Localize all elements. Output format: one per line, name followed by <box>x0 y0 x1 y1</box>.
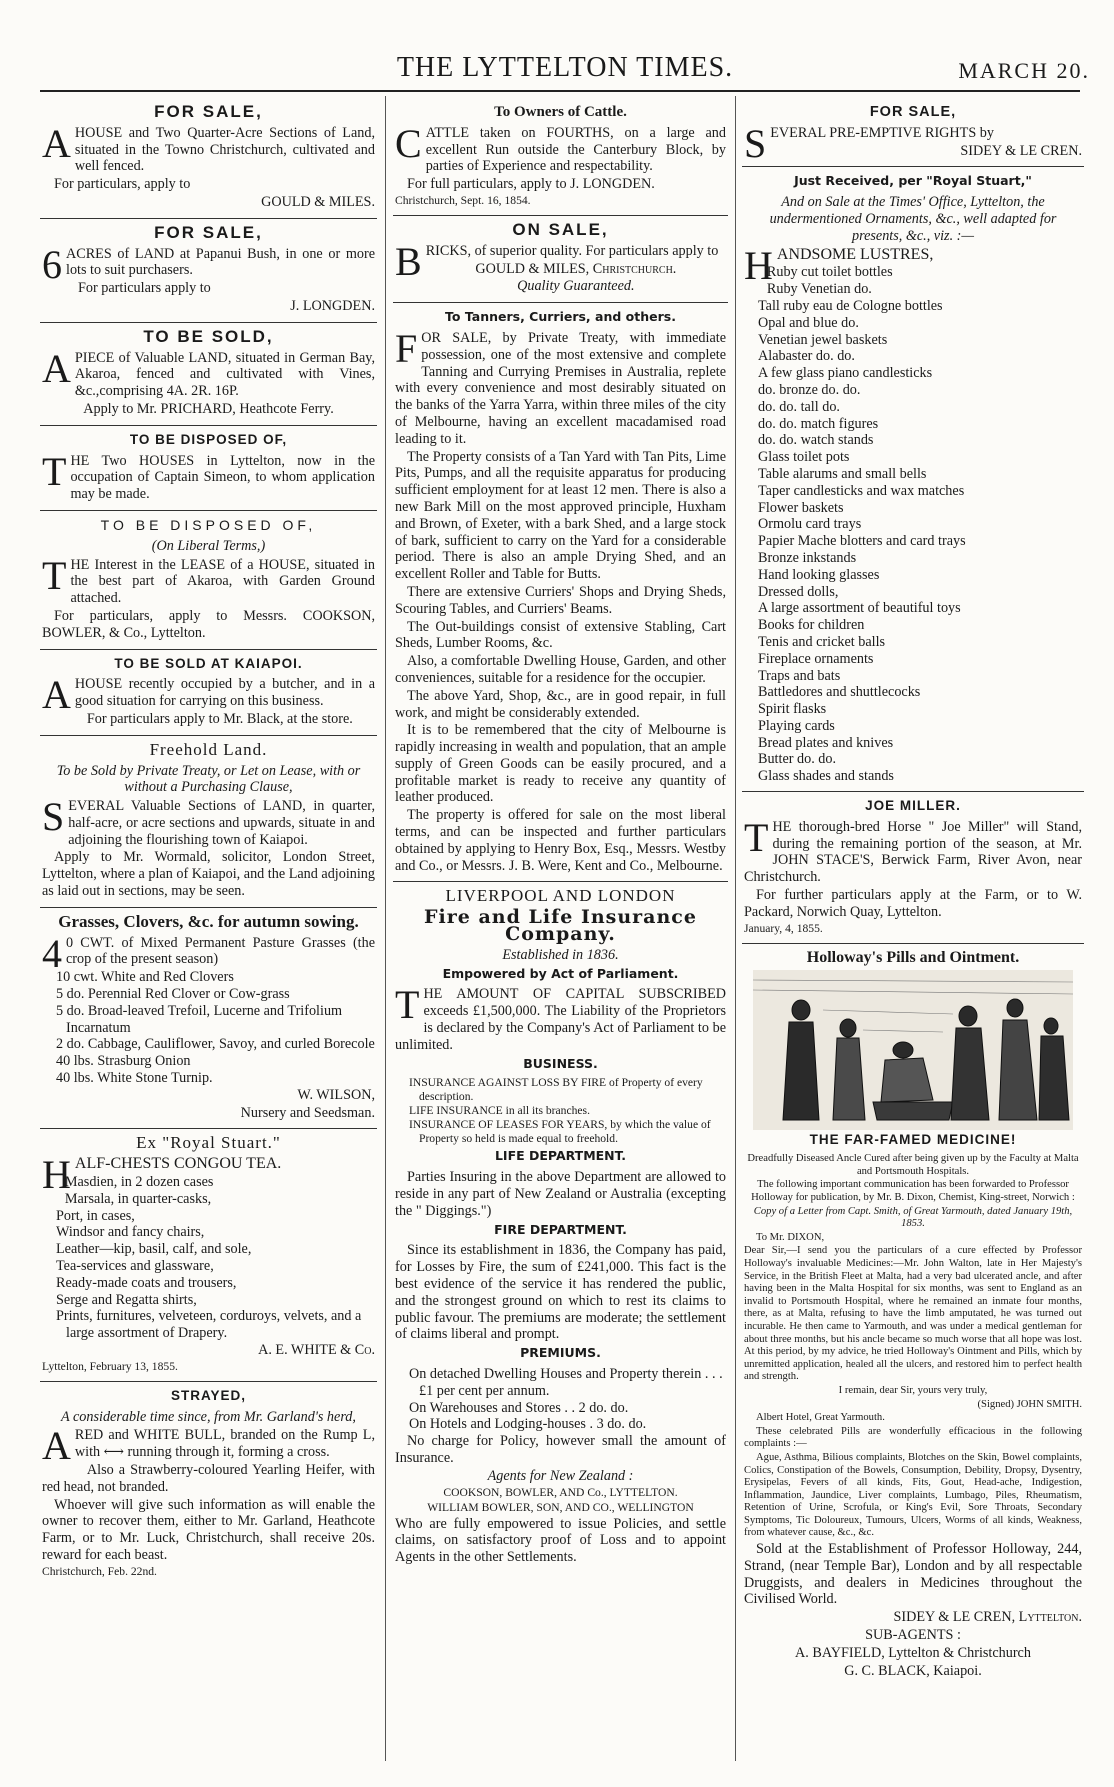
ad-heading: ON SALE, <box>512 219 609 239</box>
ad-paragraph: FOR SALE, by Private Treaty, with immediate possession, one of the most extensive and complete Tanning and Currying Premises in Australia, replete with every convenience and most desirably situated on the banks of the Yarra Yarra, within three miles of the city of Melbourne, having an excellent macadamised road leading to it. <box>395 325 726 447</box>
empowered-line: Empowered by Act of Parliament. <box>442 965 679 981</box>
ad-body: THE Two HOUSES in Lyttelton, now in the occupation of Captain Simeon, to whom application may be made. <box>42 448 375 503</box>
list-item: Opal and blue do. <box>758 314 859 331</box>
list-item: A few glass piano candlesticks <box>758 365 933 382</box>
ad-paragraph: The above Yard, Shop, &c., are in good repair, in full work, and might be considerably extended. <box>395 687 726 721</box>
ad-disposed-houses <box>40 426 377 511</box>
column-3 <box>742 98 1084 1686</box>
medicine-title: THE FAR-FAMED MEDICINE! <box>809 1132 1017 1148</box>
ad-joe-miller <box>742 792 1084 944</box>
letter-address: Albert Hotel, Great Yarmouth. <box>756 1412 885 1424</box>
ad-signature: GOULD & MILES, Christchurch. <box>475 260 677 277</box>
newspaper-title: THE LYTTELTON TIMES. <box>396 52 734 83</box>
list-item: Alabaster do. do. <box>758 348 855 365</box>
ad-heading: FOR SALE, <box>154 222 263 242</box>
ad-grasses <box>40 908 377 1130</box>
ad-intro: The following important communication has been forwarded to Professor Holloway for publication, by Mr. B. Dixon, Chemist, King-street, Norwich : <box>751 1179 1075 1204</box>
premiums-list <box>395 1366 726 1433</box>
ad-date: Lyttelton, February 13, 1855. <box>42 1359 178 1373</box>
ad-line: Apply to Mr. PRICHARD, Heathcote Ferry. <box>83 400 334 417</box>
column-divider <box>385 96 386 1761</box>
subagents-heading: SUB-AGENTS : <box>865 1627 961 1644</box>
list-item: Tea-services and glassware, <box>56 1258 214 1275</box>
list-item: 5 do. Perennial Red Clover or Cow-grass <box>56 986 290 1003</box>
column-2 <box>393 98 728 1573</box>
ad-disposed-lease <box>40 511 377 650</box>
ad-heading: FOR SALE, <box>869 104 957 120</box>
goods-list <box>42 1174 375 1342</box>
list-item: 2 do. Cabbage, Cauliflower, Savoy, and curled Borecole <box>56 1036 375 1053</box>
list-item: Ormolu card trays <box>758 516 862 533</box>
closing-paragraph: Who are fully empowered to issue Policies, and settle claims, on satisfactory proof of Loss and to appoint Agents in the other Settlements. <box>395 1515 726 1566</box>
list-item: Ruby Venetian do. <box>766 281 872 298</box>
ad-body: APIECE of Valuable LAND, situated in German Bay, Akaroa, fenced and cultivated with Vines, &c.,comprising 4A. 2R. 16P. <box>42 345 375 400</box>
list-item: Tall ruby eau de Cologne bottles <box>758 297 943 314</box>
ad-body: SEVERAL Valuable Sections of LAND, in quarter, half-acre, or acre sections and upwards, situate in and adjoining the flourishing town of Kaiapoi. <box>42 794 375 848</box>
list-item: Ready-made coats and trousers, <box>56 1274 237 1291</box>
complaints-list: Ague, Asthma, Bilious complaints, Blotches on the Skin, Bowel complaints, Colics, Constipation of the Bowels, Consumption, Debility, Dropsy, Dysentry, Erysipelas, Fevers of all kinds, Fits, Gout, Head-ache, Indigestion, Inflammation, Jaundice, Liver complaints, Lumbago, Piles, Rheumatism, Retention of Urine, Scrofula, or King's Evil, Sore Throats, Secondary Symptoms, Tic Doloureux, Tumours, Ulcers, Worms of all kinds, Weakness, from whatever cause, &c., &c. <box>744 1451 1082 1539</box>
ad-subheading: To be Sold by Private Treaty, or Let on Lease, with or without a Purchasing Clause, <box>56 762 361 796</box>
ad-subheading: And on Sale at the Times' Office, Lyttelton, the undermentioned Ornaments, &c., well adapted for presents, &c., viz. :— <box>769 194 1057 244</box>
ad-line: Also a Strawberry-coloured Yearling Heifer, with red head, not branded. <box>42 1461 375 1495</box>
list-item: do. do. watch stands <box>758 432 874 449</box>
list-item: On detached Dwelling Houses and Property therein . . . £1 per cent per annum. <box>409 1366 723 1399</box>
ad-heading: To Tanners, Curriers, and others. <box>445 309 676 325</box>
list-item: On Hotels and Lodging-houses . 3 do. do. <box>409 1416 647 1433</box>
list-item: Flower baskets <box>758 499 844 516</box>
ad-strayed <box>40 1382 377 1586</box>
list-item: Port, in cases, <box>56 1207 135 1224</box>
ad-line: For full particulars, apply to J. LONGDEN. <box>407 176 655 193</box>
list-item: do. do. tall do. <box>758 398 840 415</box>
ad-body: THE Interest in the LEASE of a HOUSE, situated in the best part of Akaroa, with Garden Ground attached. <box>42 552 375 607</box>
section-heading: PREMIUMS. <box>520 1345 601 1361</box>
ornaments-list <box>744 264 1082 785</box>
ad-subheading: A considerable time since, from Mr. Garland's herd, <box>61 1408 356 1425</box>
ad-paragraph: The Out-buildings consist of extensive Stabling, Cart Sheds, Lumber Rooms, &c. <box>395 618 726 652</box>
list-item: Leather—kip, basil, calf, and sole, <box>56 1241 252 1258</box>
ad-date: January, 4, 1855. <box>744 921 823 935</box>
list-item: Hand looking glasses <box>758 566 880 583</box>
letter-signature: (Signed) JOHN SMITH. <box>977 1398 1082 1410</box>
masthead-rule <box>40 90 1080 92</box>
list-item: Ruby cut toilet bottles <box>766 264 893 281</box>
list-item: Spirit flasks <box>758 701 827 718</box>
ad-signature: SIDEY & LE CREN, Lyttelton. <box>893 1609 1082 1626</box>
ad-line: For particulars, apply to <box>54 176 191 193</box>
ad-paragraph: The Property consists of a Tan Yard with Tan Pits, Lime Pits, Pumps, and all the requisite apparatus for producing sufficient employment for at least 12 men. There is also a new Bark Mill on the most approved principle, Huxham and Brown, of Exeter, with a bark Shed, and a large stock of bark, sufficient to carry on the Yard for a considerable period. There is also an ample Drying Shed, and an excellent Roller and Table for Butts. <box>395 448 726 583</box>
ad-body: HANDSOME LUSTRES, <box>744 242 934 288</box>
list-item: Prints, furnitures, velveteen, corduroys, velvets, and a large assortment of Drapery. <box>56 1308 362 1342</box>
list-item: Dressed dolls, <box>758 583 839 600</box>
masthead <box>40 52 1090 86</box>
issue-date: MARCH 20. <box>958 58 1090 83</box>
list-item: Playing cards <box>758 717 835 734</box>
ad-paragraph: Parties Insuring in the above Department are allowed to reside in any part of New Zealand or Australia (excepting the " Diggings.") <box>395 1169 726 1219</box>
list-item: Masdien, in 2 dozen cases <box>64 1174 214 1191</box>
ad-heading: TO BE SOLD, <box>143 326 274 346</box>
ad-paragraph: There are extensive Curriers' Shops and Drying Sheds, Scouring Tables, and Curriers' Beams. <box>395 583 726 617</box>
ad-date: Christchurch, Sept. 16, 1854. <box>395 193 531 207</box>
letter-closing: I remain, dear Sir, yours very truly, <box>838 1384 988 1396</box>
list-item: 5 do. Broad-leaved Trefoil, Lucerne and Trifolium Incarnatum <box>56 1002 343 1036</box>
ad-signature: J. LONGDEN. <box>290 297 375 314</box>
list-item: Table alarums and small bells <box>758 465 927 482</box>
list-item: Venetian jewel baskets <box>758 331 888 348</box>
ad-line: For particulars apply to <box>78 280 211 297</box>
ad-insurance <box>393 882 728 1573</box>
ad-kaiapoi-house <box>40 650 377 736</box>
section-heading: BUSINESS. <box>523 1055 598 1071</box>
list-item: Taper candlesticks and wax matches <box>758 482 965 499</box>
list-item: Serge and Regatta shirts, <box>56 1291 197 1308</box>
grasses-list <box>42 969 375 1087</box>
ad-body: 40 CWT. of Mixed Permanent Pasture Grasses (the crop of the present season) <box>42 930 375 976</box>
ad-paragraph: Also, a comfortable Dwelling House, Garden, and other conveniences, suitable for a residence for the occupier. <box>395 653 726 686</box>
ad-for-sale-house <box>40 98 377 219</box>
ad-body: SEVERAL PRE-EMPTIVE RIGHTS by <box>744 120 994 166</box>
list-item: 40 lbs. White Stone Turnip. <box>56 1070 213 1087</box>
ad-paragraph: It is to be remembered that the city of Melbourne is rapidly increasing in wealth and population, that an ample supply of Green Goods can be easily procured, and a profitable market is ready to receive any quantity of leather produced. <box>395 722 726 806</box>
ad-heading: Holloway's Pills and Ointment. <box>806 948 1020 966</box>
ad-heading: FOR SALE, <box>154 102 263 121</box>
letter-caption: Copy of a Letter from Capt. Smith, of Great Yarmouth, dated January 19th, 1853. <box>753 1205 1073 1230</box>
ad-heading: Freehold Land. <box>149 739 268 759</box>
list-item: Windsor and fancy chairs, <box>56 1224 205 1241</box>
ad-bricks <box>393 216 728 303</box>
ad-for-sale-acres <box>40 219 377 323</box>
ad-heading: TO BE DISPOSED OF, <box>100 516 317 533</box>
ad-line: These celebrated Pills are wonderfully efficacious in the following complaints :— <box>744 1425 1082 1450</box>
ad-body: HALF-CHESTS CONGOU TEA. <box>42 1152 282 1198</box>
business-list <box>395 1076 726 1146</box>
ad-heading: Ex "Royal Stuart." <box>136 1133 281 1153</box>
ad-lustres <box>742 167 1084 792</box>
agent-line: WILLIAM BOWLER, SON, AND CO., WELLINGTON <box>427 1500 694 1514</box>
agent-line: COOKSON, BOWLER, AND Co., LYTTELTON. <box>443 1485 678 1499</box>
ad-line: Whoever will give such information as will enable the owner to recover them, either to Mr. Garland, Heathcote Farm, or to Mr. Luck, Christchurch, shall receive 20s. reward for each beast. <box>42 1496 375 1563</box>
ad-body: AHOUSE recently occupied by a butcher, and in a good situation for carrying on this business. <box>42 672 375 718</box>
ad-heading: LIVERPOOL AND LONDON <box>445 886 676 906</box>
ad-heading: TO BE DISPOSED OF, <box>129 431 288 447</box>
ad-body: BRICKS, of superior quality. For particulars apply to <box>395 238 719 284</box>
list-item: INSURANCE AGAINST LOSS BY FIRE of Property of every description. <box>409 1076 703 1104</box>
ad-date: Christchurch, Feb. 22nd. <box>42 1564 157 1578</box>
ad-subheading: (On Liberal Terms,) <box>151 537 266 554</box>
list-item: do. do. match figures <box>758 415 879 432</box>
list-item: Bread plates and knives <box>758 734 894 751</box>
ad-holloway <box>742 944 1084 1687</box>
ad-paragraph: Since its establishment in 1836, the Company has paid, for Losses by Fire, the sum of £241,000. This fact is the best evidence of the service it has rendered the public, and the strongest ground on which to rest its claims to public favour. The premiums are moderate; the settlement of claims liberal and prompt. <box>395 1242 726 1343</box>
section-heading: FIRE DEPARTMENT. <box>494 1221 627 1237</box>
list-item: Battledores and shuttlecocks <box>758 684 921 701</box>
list-item: A large assortment of beautiful toys <box>758 600 961 617</box>
ad-line: For further particulars apply at the Farm, or to W. Packard, Norwich Quay, Lyttelton. <box>744 887 1082 920</box>
ad-body: AHOUSE and Two Quarter-Acre Sections of Land, situated in the Towno Christchurch, cultivated and well fenced. <box>42 120 375 175</box>
agents-heading: Agents for New Zealand : <box>487 1467 634 1484</box>
ad-signature: GOULD & MILES. <box>261 193 375 210</box>
ad-heading: Grasses, Clovers, &c. for autumn sowing. <box>58 911 359 931</box>
ad-intro: Dreadfully Diseased Ancle Cured after being given up by the Faculty at Malta and Portsmouth Hospitals. <box>747 1153 1079 1177</box>
list-item: Traps and bats <box>758 667 841 684</box>
ad-signature-title: Nursery and Seedsman. <box>240 1104 375 1121</box>
capital-paragraph: THE AMOUNT OF CAPITAL SUBSCRIBED exceeds £1,500,000. The Liability of the Proprietors is declared by the Company's Act of Parliament to be unlimited. <box>395 982 726 1053</box>
list-item: Papier Mache blotters and card trays <box>758 533 966 550</box>
ad-signature: SIDEY & LE CREN. <box>960 142 1082 159</box>
list-item: do. bronze do. do. <box>758 381 861 398</box>
list-item: Books for children <box>758 617 865 634</box>
ad-body: THE thorough-bred Horse " Joe Miller" will Stand, during the remaining portion of the season, at Mr. JOHN STACE'S, Berwick Farm, River Avon, near Christchurch. <box>744 814 1082 886</box>
list-item: LIFE INSURANCE in all its branches. <box>409 1104 590 1118</box>
ad-owners-of-cattle <box>393 98 728 216</box>
ad-freehold-land <box>40 736 377 908</box>
list-item: 40 lbs. Strasburg Onion <box>56 1053 191 1070</box>
ad-tanners <box>393 303 728 882</box>
list-item: Fireplace ornaments <box>758 650 874 667</box>
list-item: Glass shades and stands <box>758 768 894 785</box>
agent-line: G. C. BLACK, Kaiapoi. <box>844 1662 982 1679</box>
ad-line: No charge for Policy, however small the amount of Insurance. <box>395 1433 726 1466</box>
ad-heading: JOE MILLER. <box>865 798 961 814</box>
list-item: Bronze inkstands <box>758 549 857 566</box>
ad-heading: Just Received, per "Royal Stuart," <box>794 173 1032 189</box>
ad-signature: W. WILSON, <box>297 1086 375 1103</box>
list-item: 10 cwt. White and Red Clovers <box>56 969 234 986</box>
letter-recipient: To Mr. DIXON, <box>756 1231 825 1243</box>
letter-body: Dear Sir,—I send you the particulars of a cure effected by Professor Holloway's invaluable Medicines:—Mr. John Walton, late in Her Majesty's Service, in the British Fleet at Malta, had a very bad ulcerated ancle, and after having been in the Malta Hospital for six months, was sent to England as an invalid to Portsmouth Hospital, where he remained an inmate four months, there, as at Malta, refusing to have the limb amputated, he was turned out incurable. He then came to Yarmouth, and was under a medical gentleman for about three months, but his ancle became so much worse that all hope was lost. At this period, by my advice, he tried Holloway's Ointment and Pills, which by unremitted application, healed all the ulcers, and restored him to perfect health and strength. <box>744 1245 1082 1383</box>
ad-signature: A. E. WHITE & Co. <box>258 1342 375 1358</box>
ad-pre-emptive-rights <box>742 98 1084 167</box>
ad-line: Apply to Mr. Wormald, solicitor, London Street, Lyttelton, where a plan of Kaiapoi, and the Land adjoining as laid out in sections, may be seen. <box>42 849 375 900</box>
list-item: Tenis and cricket balls <box>758 633 886 650</box>
column-divider <box>735 96 736 1761</box>
section-heading: LIFE DEPARTMENT. <box>494 1148 627 1164</box>
company-name: Fire and Life Insurance Company. <box>424 906 697 946</box>
ad-line: For particulars apply to Mr. Black, at the store. <box>86 710 353 727</box>
ad-line: For particulars, apply to Messrs. COOKSON, BOWLER, & Co., Lyttelton. <box>42 607 375 641</box>
ad-royal-stuart <box>40 1129 377 1381</box>
ad-heading: To Owners of Cattle. <box>494 104 627 120</box>
list-item: Glass toilet pots <box>758 449 850 466</box>
ad-to-be-sold <box>40 323 377 426</box>
established-line: Established in 1836. <box>502 946 619 963</box>
ad-heading: STRAYED, <box>170 1387 247 1403</box>
ad-body: CATTLE taken on FOURTHS, on a large and excellent Run outside the Canterbury Block, by parties of Experience and respectability. <box>395 120 726 175</box>
list-item: Butter do. do. <box>758 751 837 768</box>
agent-line: A. BAYFIELD, Lyttelton & Christchurch <box>795 1644 1031 1661</box>
list-item: INSURANCE OF LEASES FOR YEARS, by which the value of Property so held is made equal to freehold. <box>409 1118 711 1146</box>
column-1 <box>40 98 377 1586</box>
list-item: Marsala, in quarter-casks, <box>64 1190 212 1207</box>
list-item: On Warehouses and Stores . . 2 do. do. <box>409 1399 629 1416</box>
ad-line: Sold at the Establishment of Professor Holloway, 244, Strand, (near Temple Bar), London and by all respectable Druggists, and dealers in Medicines throughout the Civilised World. <box>744 1541 1082 1608</box>
ad-body: ARED and WHITE BULL, branded on the Rump L, with ⟷ running through it, forming a cross. <box>42 1423 375 1469</box>
ad-paragraph: The property is offered for sale on the most liberal terms, and can be inspected and further particulars obtained by applying to Henry Box, Esq., Messrs. Westby and Co., or Messrs. J. B. Were, Kent and Co., Melbourne. <box>395 807 726 874</box>
ad-tagline: Quality Guaranteed. <box>517 278 635 295</box>
ad-body: 6ACRES of LAND at Papanui Bush, in one or more lots to suit purchasers. <box>42 241 375 287</box>
ad-heading: TO BE SOLD AT KAIAPOI. <box>114 655 303 671</box>
engraving-illustration <box>753 970 1073 1130</box>
